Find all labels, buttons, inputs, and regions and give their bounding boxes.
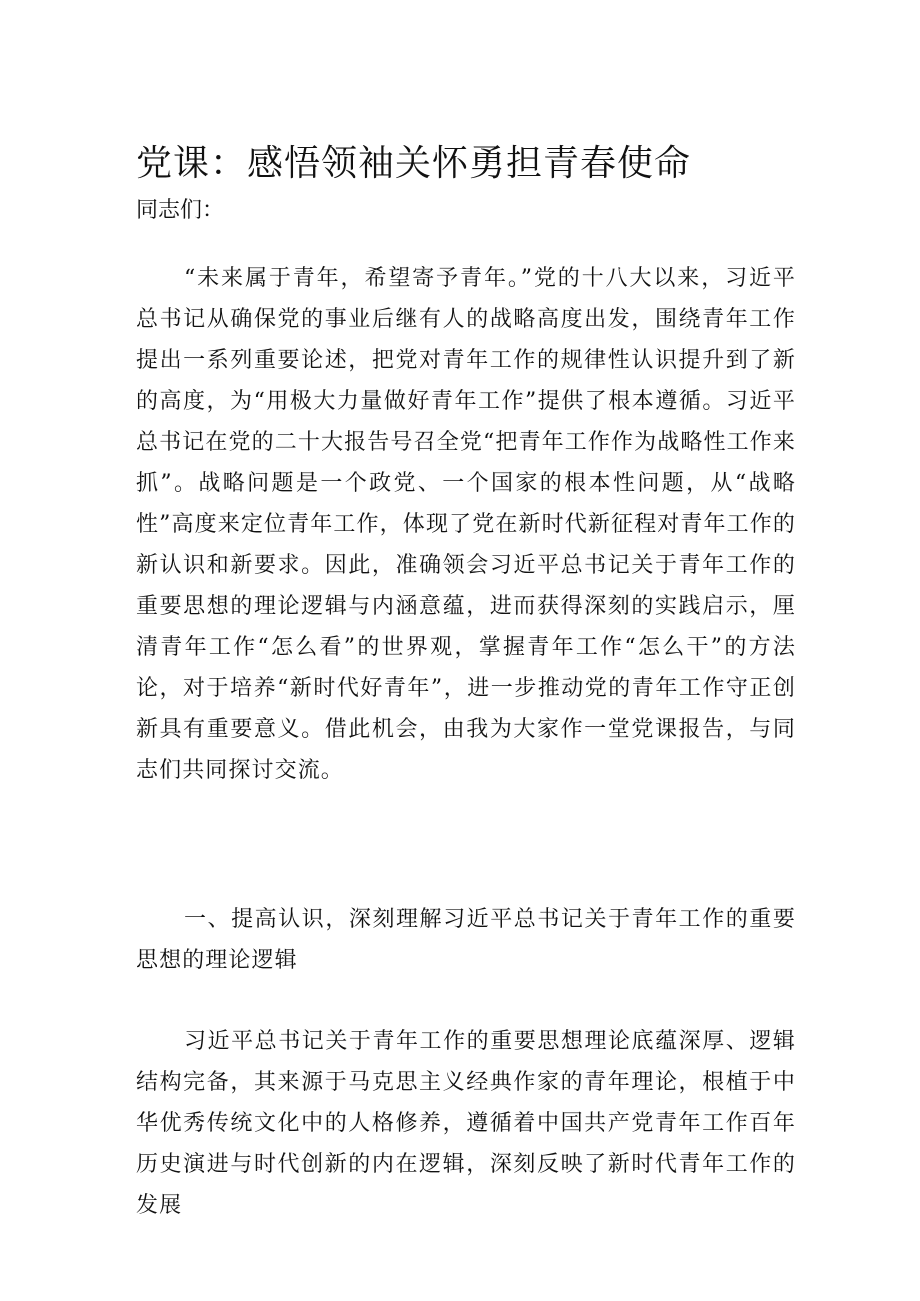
section-heading-1: 一、提高认识，深刻理解习近平总书记关于青年工作的重要思想的理论逻辑 bbox=[136, 907, 796, 973]
document-title: 党课：感悟领袖关怀勇担青春使命 bbox=[136, 143, 692, 184]
paragraph-intro: “未来属于青年，希望寄予青年。”党的十八大以来，习近平总书记从确保党的事业后继有人的战略高度出发，围绕青年工作提出一系列重要论述，把党对青年工作的规律性认识提升到了新的高度，为“用极大力量做好青年工作”提供了根本遵循。习近平总书记在党的二十大报告号召全党“把青年工作作为战略性工作来抓”。战略问题是一个政党、一个国家的根本性问题，从“战略性”高度来定位青年工作，体现了党在新时代新征程对青年工作的新认识和新要求。因此，准确领会习近平总书记关于青年工作的重要思想的理论逻辑与内涵意蕴，进而获得深刻的实践启示，厘清青年工作“怎么看”的世界观，掌握青年工作“怎么干”的方法论，对于培养“新时代好青年”，进一步推动党的青年工作守正创新具有重要意义。借此机会，由我为大家作一堂党课报告，与同志们共同探讨交流。 bbox=[136, 266, 796, 783]
salutation: 同志们： bbox=[136, 198, 225, 223]
paragraph-section-1: 习近平总书记关于青年工作的重要思想理论底蕴深厚、逻辑结构完备，其来源于马克思主义经典作家的青年理论，根植于中华优秀传统文化中的人格修养，遵循着中国共产党青年工作百年历史演进与时代创新的内在逻辑，深刻反映了新时代青年工作的发展 bbox=[136, 1029, 796, 1218]
